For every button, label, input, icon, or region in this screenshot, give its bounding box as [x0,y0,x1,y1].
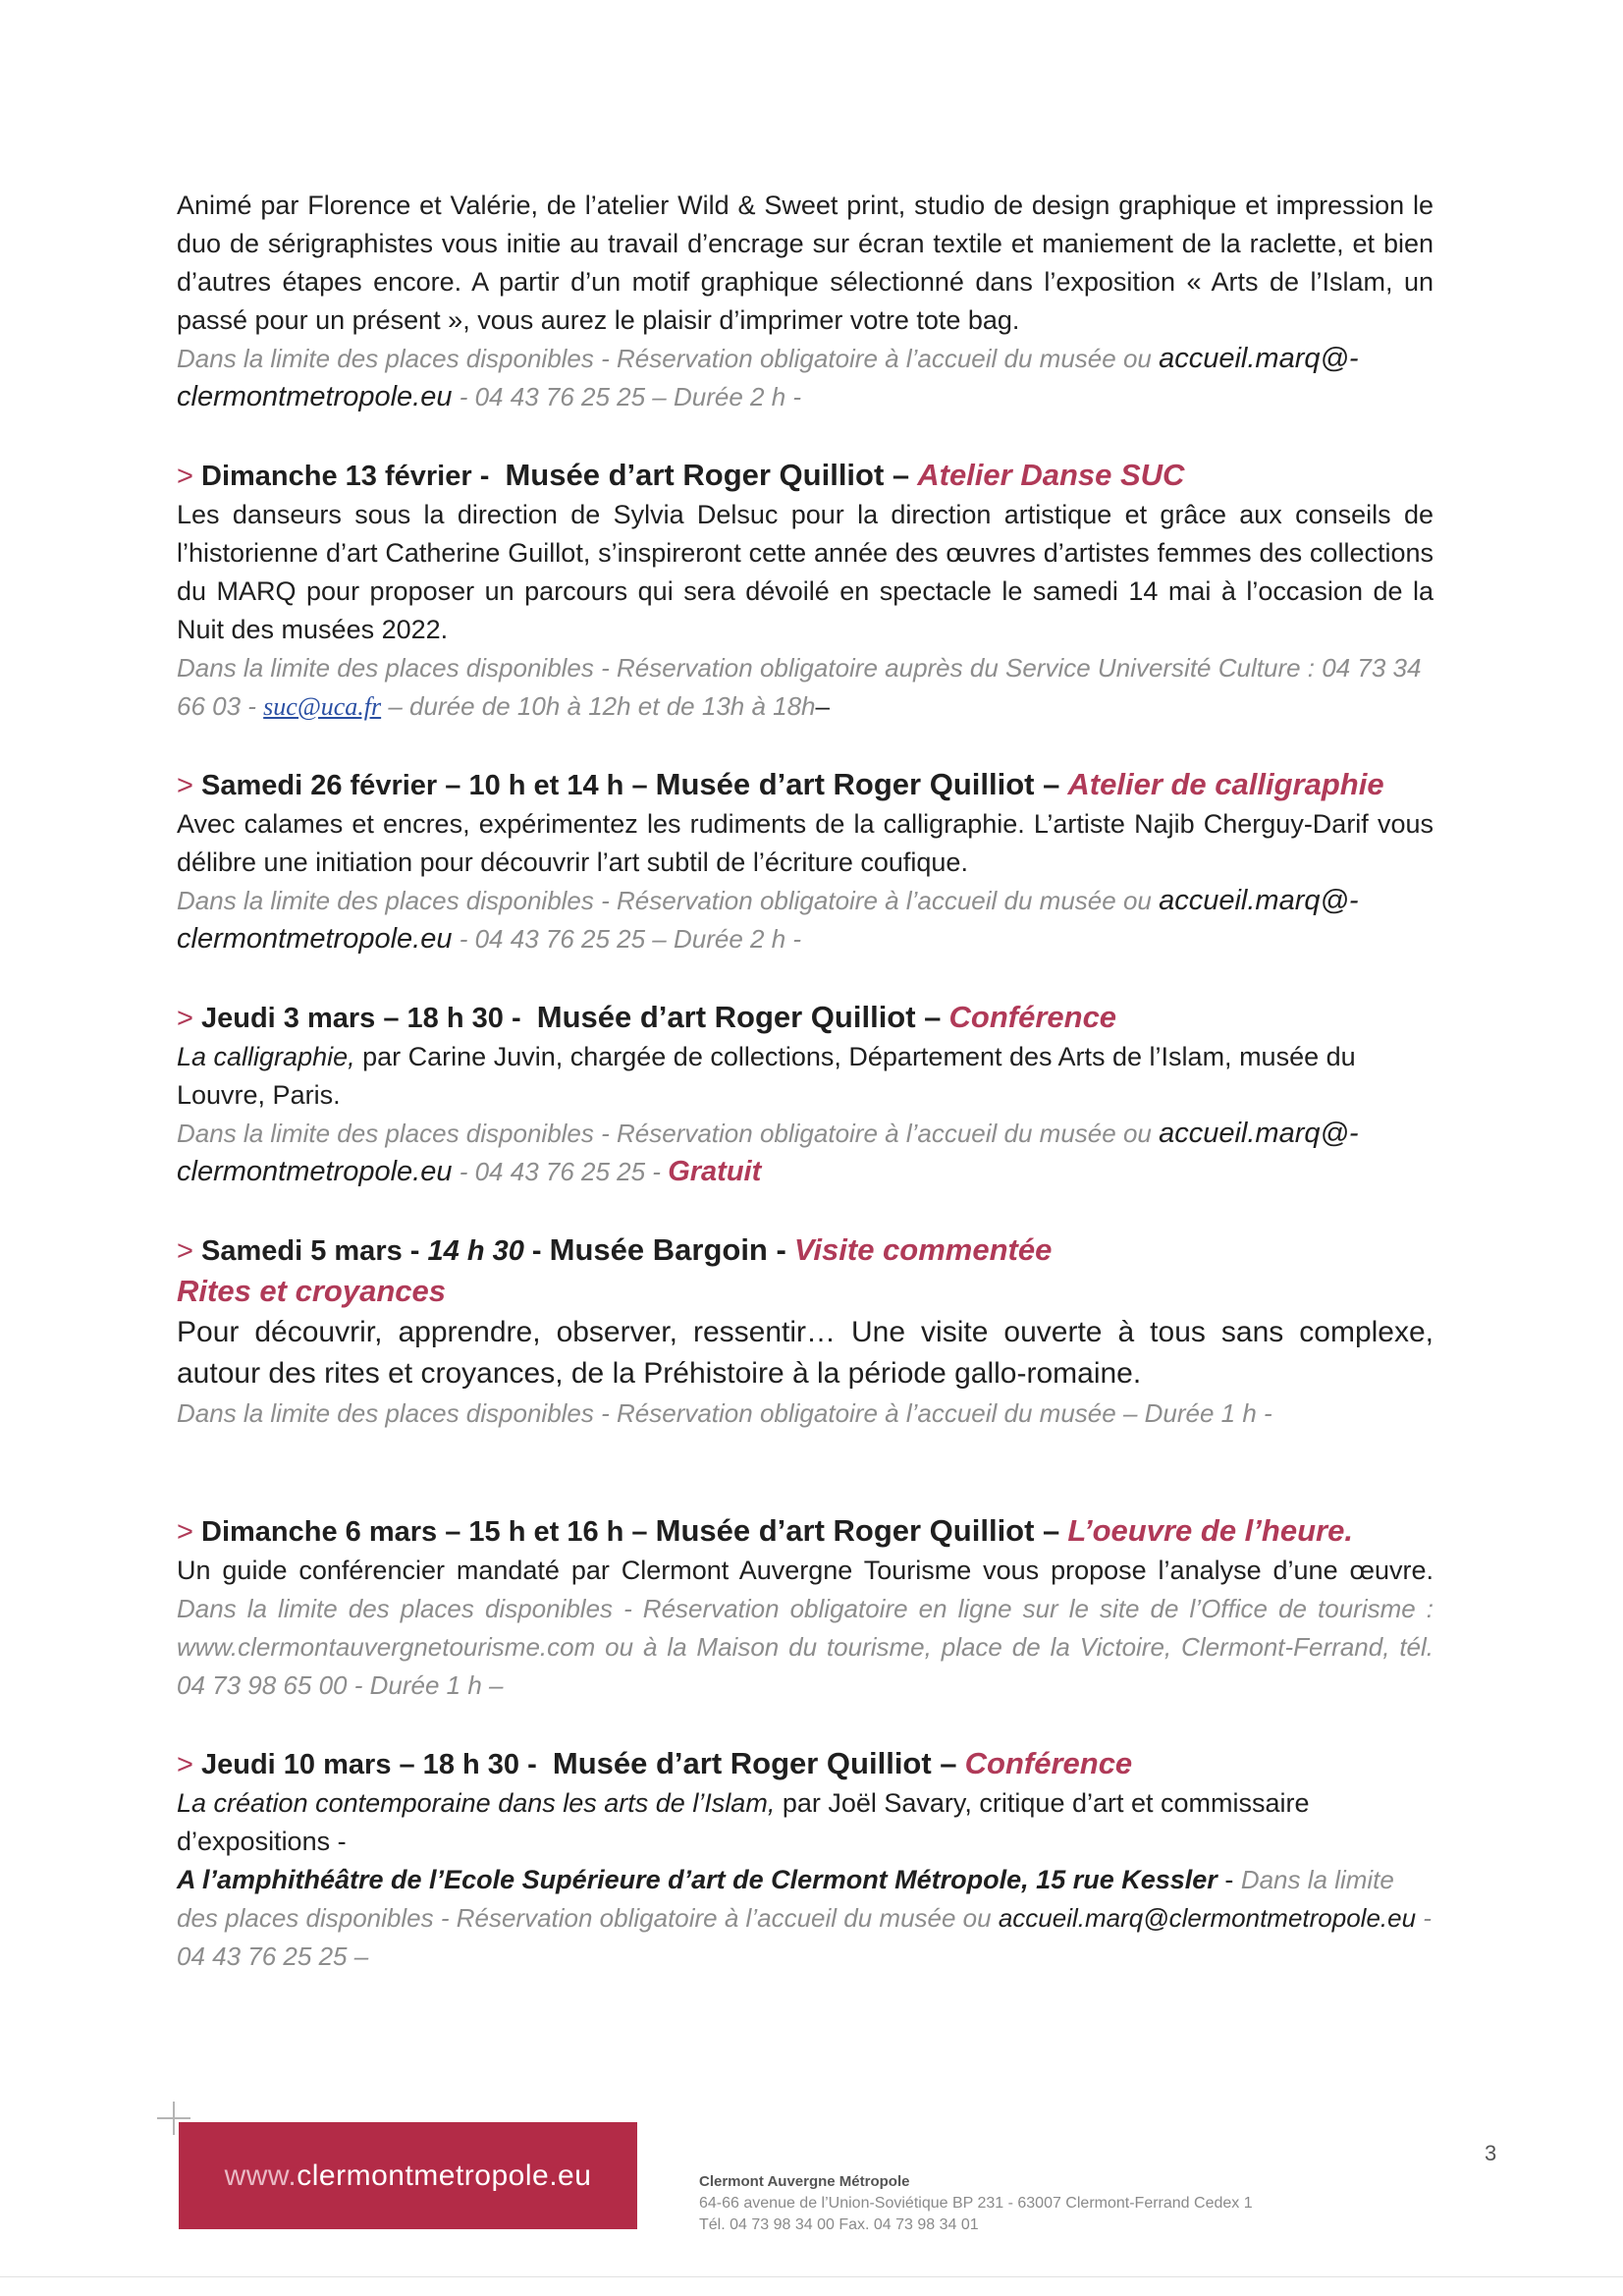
page-number: 3 [1485,2141,1497,2165]
footer-address [699,2171,1445,2236]
phone-fax: Tél. 04 73 98 34 00 Fax. 04 73 98 34 01 [699,2216,979,2233]
event-4 [177,1230,1434,1433]
email-link[interactable]: suc@uca.fr [263,692,382,721]
event-info [177,649,1434,726]
info-suffix: – durée de 10h à 12h et de 13h à 18h [381,691,816,721]
info-suffix: - 04 43 76 25 25 – [177,1903,1432,1971]
event-1 [177,456,1434,726]
event-date: Samedi 26 février – 10 h et 14 h – [201,770,648,801]
info-suffix: - 04 43 76 25 25 – Durée 2 h - [452,924,802,954]
event-date: Dimanche 6 mars – 15 h et 16 h – [201,1516,648,1548]
talk-title: La création contemporaine dans les arts de l’Islam, [177,1788,776,1818]
event-date: Jeudi 3 mars – 18 h 30 - [201,1003,521,1034]
arrow-marker: > [177,1749,193,1780]
event-5 [177,1511,1434,1705]
talk-title: La calligraphie, [177,1042,355,1071]
event-museum: Musée d’art Roger Quilliot – [552,1746,957,1780]
info-prefix: Dans la limite des places disponibles - Réservation obligatoire auprès du Service Université Culture : 04 73 34 66 03 - [177,653,1422,721]
event-museum: Musée d’art Roger Quilliot – [536,1000,942,1034]
arrow-marker: > [177,1516,193,1548]
arrow-marker: > [177,770,193,801]
event-type: Atelier Danse SUC [917,458,1185,492]
bottom-divider [0,2276,1623,2277]
info-prefix: Dans la limite des places disponibles - Réservation obligatoire à l’accueil du musée ou [177,886,1160,915]
event-type: Atelier de calligraphie [1067,767,1384,801]
info-prefix: Dans la limite des places disponibles - Réservation obligatoire à l’accueil du musée ou [177,1865,1394,1933]
event-description [177,1552,1434,1705]
email-link[interactable]: accueil.marq@-clermontmetropole.eu [177,1118,1359,1187]
intro-block [177,187,1434,416]
event-heading [177,456,1434,496]
event-time: 14 h 30 [427,1235,524,1267]
talk-details: par Carine Juvin, chargée de collections, Département des Arts de l’Islam, musée du Louvre, Paris. [177,1042,1356,1110]
info-dash: – [815,691,830,721]
free-label: Gratuit [668,1156,762,1187]
event-type: Conférence [948,1000,1117,1034]
event-heading [177,1230,1434,1271]
website-www: www. [224,2159,298,2192]
event-date: Jeudi 10 mars – 18 h 30 - [201,1749,537,1780]
event-heading [177,1744,1434,1784]
event-subtitle: Rites et croyances [177,1274,446,1308]
info-suffix: - 04 43 76 25 25 - [452,1157,669,1186]
email-link[interactable]: accueil.marq@-clermontmetropole.eu [177,885,1359,955]
event-2 [177,765,1434,958]
postal-address: 64-66 avenue de l’Union-Soviétique BP 231 - 63007 Clermont-Ferrand Cedex 1 [699,2195,1253,2212]
info-prefix: Dans la limite des places disponibles - Réservation obligatoire en ligne sur le site de l’Office de tourisme : [177,1594,1434,1623]
event-description [177,1038,1434,1115]
event-museum: Musée d’art Roger Quilliot – [655,767,1060,801]
event-venue-info [177,1861,1434,1976]
event-3 [177,998,1434,1191]
event-heading [177,765,1434,805]
event-type: L’oeuvre de l’heure. [1067,1513,1353,1548]
event-heading [177,998,1434,1038]
event-date-sep: - [531,1235,542,1267]
org-name: Clermont Auvergne Métropole [699,2173,910,2190]
event-info [177,1115,1434,1191]
event-description: Avec calames et encres, expérimentez les rudiments de la calligraphie. L’artiste Najib Cherguy-Darif vous délibre une initiation pour découvrir l’art subtil de l’écriture coufique. [177,809,1434,877]
info-suffix: ou à la Maison du tourisme, place de la Victoire, Clermont-Ferrand, tél. 04 73 98 65 00 - Durée 1 h – [177,1632,1434,1700]
event-type: Visite commentée [793,1232,1053,1267]
email-link[interactable]: accueil.marq@-clermontmetropole.eu [177,343,1359,412]
event-heading [177,1511,1434,1552]
event-info: Dans la limite des places disponibles - Réservation obligatoire à l’accueil du musée – Durée 1 h - [177,1398,1272,1428]
website-link[interactable]: www.clermontauvergnetourisme.com [177,1632,596,1662]
website-domain: clermontmetropole.eu [297,2159,592,2192]
talk-details: par Joël Savary, critique d’art et commissaire d’expositions - [177,1788,1310,1856]
intro-text: Animé par Florence et Valérie, de l’atelier Wild & Sweet print, studio de design graphique et impression le duo de sérigraphistes vous initie au travail d’encrage sur écran textile et maniement de la raclette, et bien d’autres étapes encore. A partir d’un motif graphique sélectionné dans l’exposition « Arts de l’Islam, un passé pour un présent », vous aurez le plaisir d’imprimer votre tote bag. [177,191,1434,335]
venue-sep: - [1217,1865,1241,1894]
website-banner[interactable] [179,2122,637,2229]
event-museum: Musée d’art Roger Quilliot – [505,458,910,492]
info-suffix: - 04 43 76 25 25 – Durée 2 h - [452,382,802,411]
event-museum: Musée d’art Roger Quilliot – [655,1513,1060,1548]
info-prefix: Dans la limite des places disponibles - Réservation obligatoire à l’accueil du musée ou [177,344,1160,373]
event-date: Dimanche 13 février - [201,461,490,492]
event-6 [177,1744,1434,1976]
event-venue: A l’amphithéâtre de l’Ecole Supérieure d’art de Clermont Métropole, 15 rue Kessler [177,1865,1217,1894]
info-prefix: Dans la limite des places disponibles - Réservation obligatoire à l’accueil du musée ou [177,1119,1160,1148]
event-info [177,882,1434,958]
description-text: Un guide conférencier mandaté par Clermont Auvergne Tourisme vous propose l’analyse d’une œuvre. [177,1556,1434,1585]
arrow-marker: > [177,1235,193,1267]
arrow-marker: > [177,1003,193,1034]
arrow-marker: > [177,461,193,492]
intro-info [177,340,1434,416]
event-description: Pour découvrir, apprendre, observer, ressentir… Une visite ouverte à tous sans complexe, autour des rites et croyances, de la Préhistoire à la période gallo-romaine. [177,1316,1434,1390]
event-museum: Musée Bargoin - [549,1232,786,1267]
event-date: Samedi 5 mars - [201,1235,420,1267]
event-description: Les danseurs sous la direction de Sylvia Delsuc pour la direction artistique et grâce aux conseils de l’historienne d’art Catherine Guillot, s’inspireront cette année des œuvres d’artistes femmes des collections du MARQ pour proposer un parcours qui sera dévoilé en spectacle le samedi 14 mai à l’occasion de la Nuit des musées 2022. [177,500,1434,644]
event-description [177,1784,1434,1861]
document-content [177,187,1434,1976]
email-link[interactable]: accueil.marq@clermontmetropole.eu [998,1903,1417,1933]
event-type: Conférence [964,1746,1133,1780]
